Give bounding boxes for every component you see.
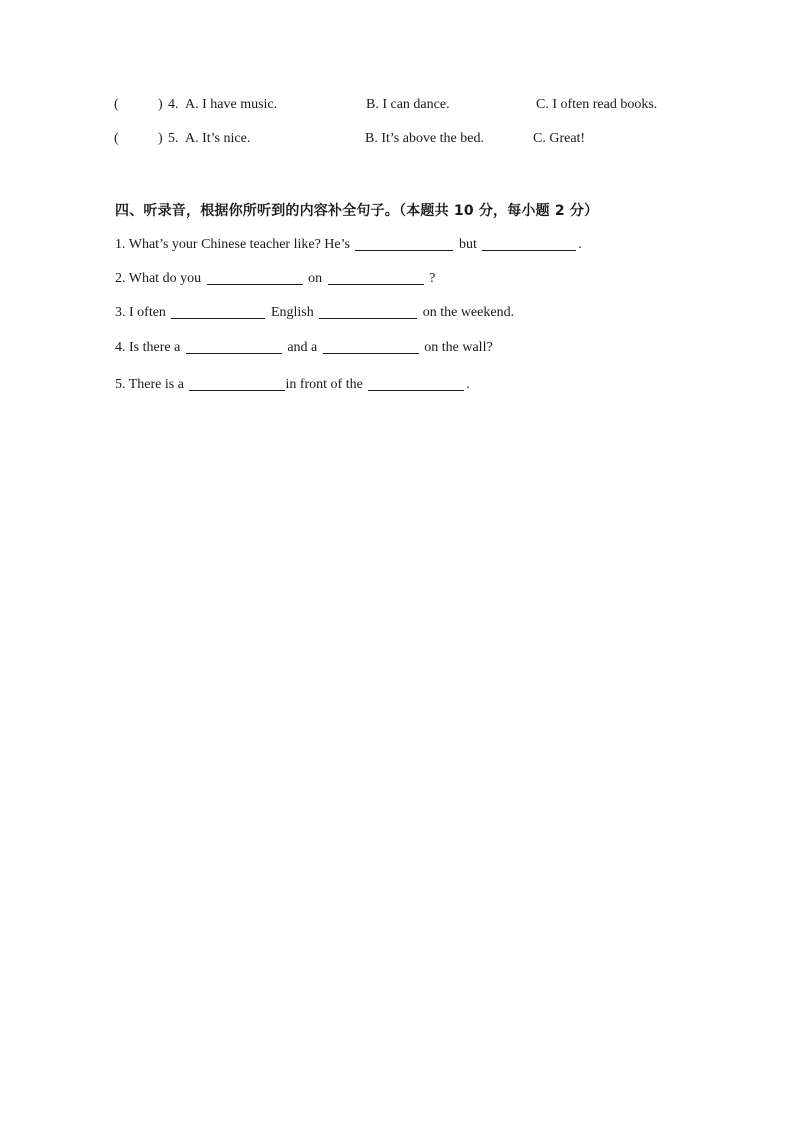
fill-item-text: .: [578, 237, 582, 252]
fill-blank[interactable]: [368, 376, 464, 391]
fill-item-text: 5. There is a: [115, 377, 184, 392]
option-c: C. I often read books.: [536, 97, 658, 112]
fill-item-4: [115, 339, 493, 356]
section-4-title: 四、听录音，根据你所听到的内容补全句子。（本题共 10 分，每小题 2 分）: [115, 203, 599, 219]
fill-item-text: 2. What do you: [115, 271, 202, 286]
fill-item-5: [115, 376, 470, 393]
fill-blank[interactable]: [189, 376, 285, 391]
fill-blank[interactable]: [171, 304, 265, 319]
fill-item-3: [115, 304, 514, 321]
fill-item-text: in front of the: [285, 377, 363, 392]
fill-blank[interactable]: [328, 270, 424, 285]
fill-item-text: 3. I often: [115, 305, 166, 320]
option-c: C. Great!: [533, 131, 586, 146]
question-number: 4.: [168, 97, 179, 112]
fill-item-1: [115, 236, 582, 253]
option-b: B. I can dance.: [366, 97, 450, 112]
answer-paren-close: ): [158, 131, 163, 146]
fill-item-text: on the wall?: [424, 340, 493, 355]
fill-item-text: 1. What’s your Chinese teacher like? He’s: [115, 237, 350, 252]
fill-item-text: on: [308, 271, 323, 286]
fill-item-text: 4. Is there a: [115, 340, 181, 355]
answer-paren-open: (: [114, 131, 119, 146]
fill-item-text: English: [270, 305, 314, 320]
fill-item-text: ?: [429, 271, 436, 286]
answer-blank-4[interactable]: [124, 96, 154, 114]
fill-item-text: .: [466, 377, 470, 392]
answer-paren-close: ): [158, 97, 163, 112]
fill-blank[interactable]: [323, 339, 419, 354]
option-a: A. I have music.: [185, 97, 278, 112]
fill-blank[interactable]: [319, 304, 417, 319]
fill-item-2: [115, 270, 435, 287]
fill-item-text: and a: [287, 340, 318, 355]
fill-item-text: but: [458, 237, 477, 252]
fill-blank[interactable]: [482, 236, 576, 251]
fill-item-text: on the weekend.: [422, 305, 515, 320]
fill-blank[interactable]: [207, 270, 303, 285]
answer-blank-5[interactable]: [124, 130, 154, 148]
option-a: A. It’s nice.: [185, 131, 251, 146]
fill-blank[interactable]: [186, 339, 282, 354]
fill-blank[interactable]: [355, 236, 453, 251]
option-b: B. It’s above the bed.: [365, 131, 484, 146]
question-number: 5.: [168, 131, 179, 146]
answer-paren-open: (: [114, 97, 119, 112]
